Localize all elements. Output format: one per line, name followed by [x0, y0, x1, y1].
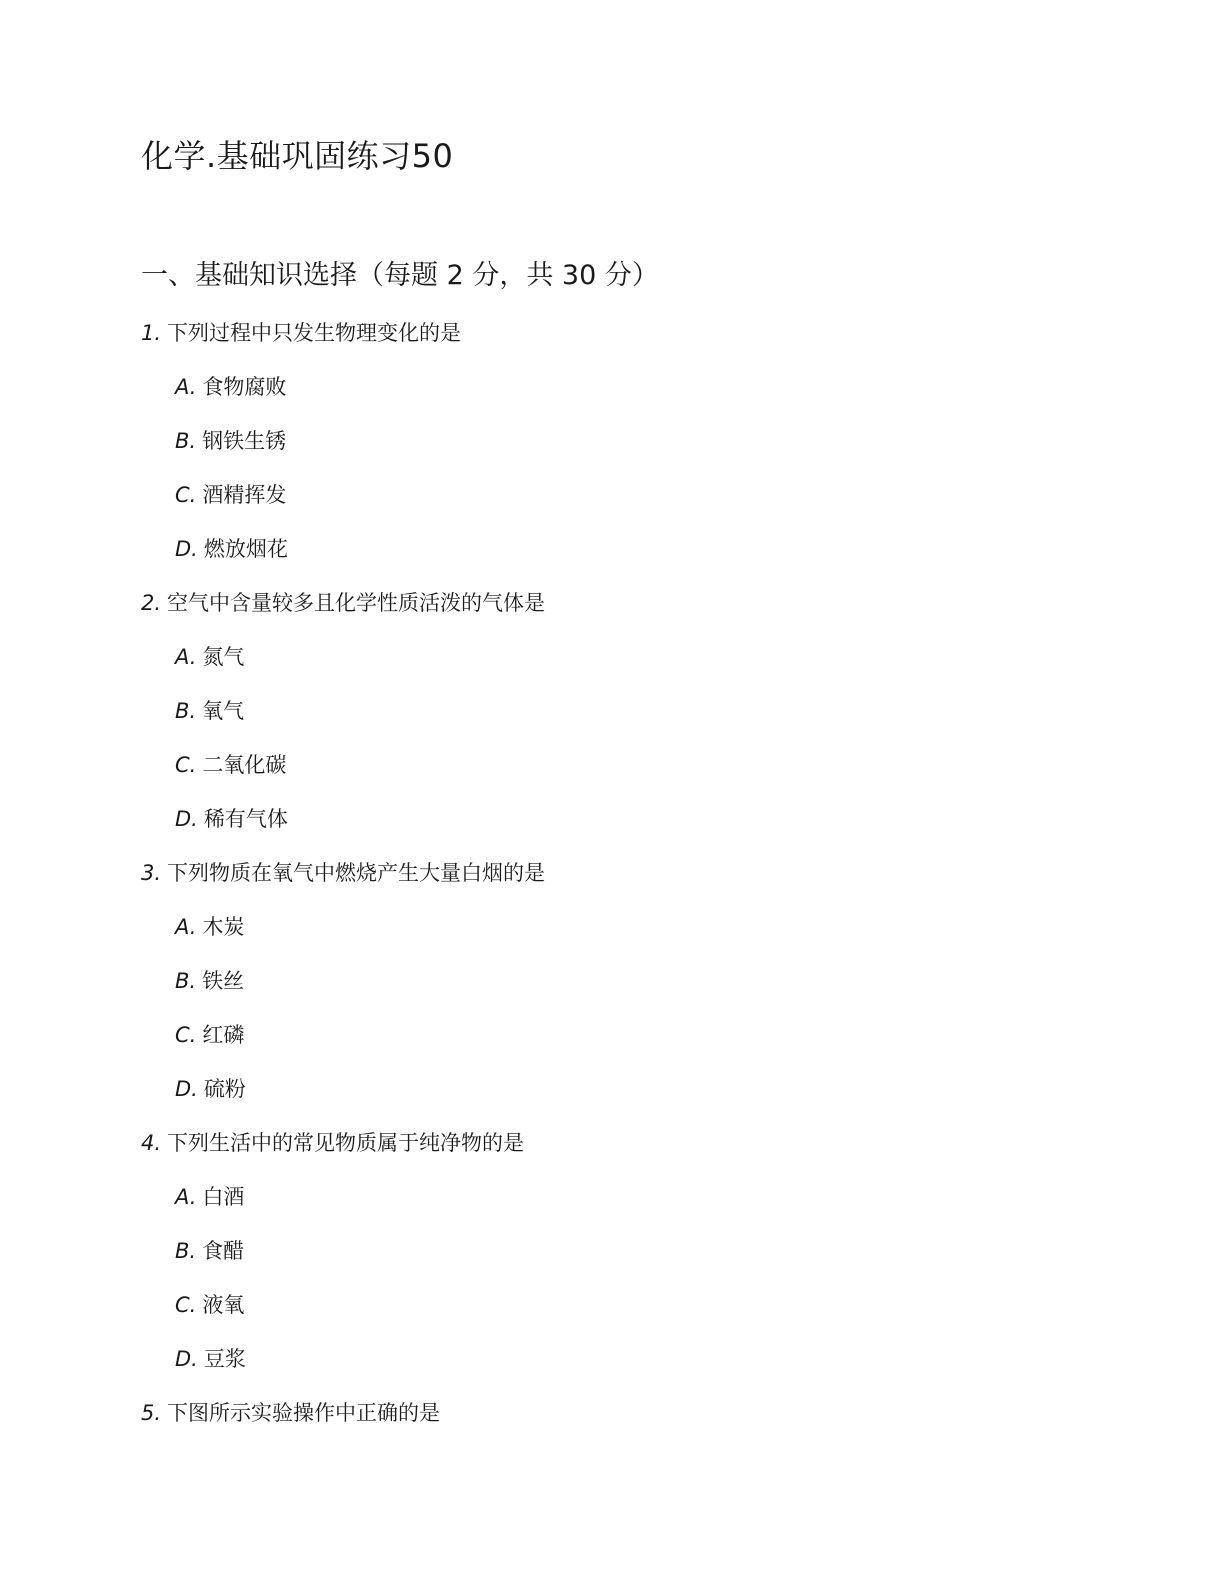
question-number: 1.	[141, 321, 162, 345]
option-letter: B.	[175, 969, 197, 993]
question-stem	[141, 316, 545, 370]
answer-option	[175, 748, 545, 802]
option-list	[141, 910, 545, 1126]
option-letter: D.	[175, 1077, 198, 1101]
question-item	[141, 586, 545, 856]
option-letter: D.	[175, 807, 198, 831]
option-letter: B.	[175, 1239, 197, 1263]
option-text: 二氧化碳	[202, 753, 287, 777]
question-stem	[141, 1396, 545, 1450]
answer-option	[175, 478, 545, 532]
option-list	[141, 640, 545, 856]
option-letter: A.	[175, 375, 197, 399]
question-number: 3.	[141, 861, 162, 885]
option-letter: C.	[175, 1023, 197, 1047]
question-stem	[141, 586, 545, 640]
option-list	[141, 1180, 545, 1396]
question-stem	[141, 1126, 545, 1180]
option-text: 铁丝	[202, 969, 245, 993]
option-text: 白酒	[202, 1185, 245, 1209]
question-number: 2.	[141, 591, 162, 615]
answer-option	[175, 640, 545, 694]
option-letter: C.	[175, 1293, 197, 1317]
question-number: 5.	[141, 1401, 162, 1425]
answer-option	[175, 1234, 545, 1288]
option-text: 燃放烟花	[203, 537, 288, 561]
answer-option	[175, 1180, 545, 1234]
answer-option	[175, 694, 545, 748]
question-stem	[141, 856, 545, 910]
answer-option	[175, 1288, 545, 1342]
question-text: 下图所示实验操作中正确的是	[167, 1401, 441, 1425]
question-item	[141, 856, 545, 1126]
option-text: 食醋	[202, 1239, 245, 1263]
option-text: 稀有气体	[203, 807, 288, 831]
answer-option	[175, 1072, 545, 1126]
option-list	[141, 370, 545, 586]
option-text: 氧气	[202, 699, 245, 723]
option-letter: C.	[175, 483, 197, 507]
question-text: 下列过程中只发生物理变化的是	[167, 321, 462, 345]
option-text: 豆浆	[203, 1347, 246, 1371]
answer-option	[175, 532, 545, 586]
answer-option	[175, 424, 545, 478]
answer-option	[175, 1018, 545, 1072]
option-text: 氮气	[202, 645, 245, 669]
page-title: 化学.基础巩固练习50	[141, 137, 454, 175]
answer-option	[175, 1342, 545, 1396]
option-letter: B.	[175, 699, 197, 723]
section-heading: 一、基础知识选择（每题 2 分，共 30 分）	[141, 260, 659, 291]
option-text: 食物腐败	[202, 375, 287, 399]
question-item	[141, 1396, 545, 1450]
option-text: 木炭	[202, 915, 245, 939]
option-text: 红磷	[202, 1023, 245, 1047]
question-text: 下列物质在氧气中燃烧产生大量白烟的是	[167, 861, 546, 885]
option-text: 液氧	[202, 1293, 245, 1317]
answer-option	[175, 910, 545, 964]
question-list	[141, 316, 545, 1450]
answer-option	[175, 802, 545, 856]
question-number: 4.	[141, 1131, 162, 1155]
question-text: 空气中含量较多且化学性质活泼的气体是	[167, 591, 546, 615]
option-letter: C.	[175, 753, 197, 777]
option-text: 酒精挥发	[202, 483, 287, 507]
option-letter: D.	[175, 537, 198, 561]
option-letter: D.	[175, 1347, 198, 1371]
option-letter: A.	[175, 1185, 197, 1209]
question-item	[141, 316, 545, 586]
answer-option	[175, 370, 545, 424]
option-letter: A.	[175, 915, 197, 939]
answer-option	[175, 964, 545, 1018]
option-text: 钢铁生锈	[202, 429, 287, 453]
question-item	[141, 1126, 545, 1396]
option-letter: A.	[175, 645, 197, 669]
option-text: 硫粉	[203, 1077, 246, 1101]
option-letter: B.	[175, 429, 197, 453]
question-text: 下列生活中的常见物质属于纯净物的是	[167, 1131, 525, 1155]
